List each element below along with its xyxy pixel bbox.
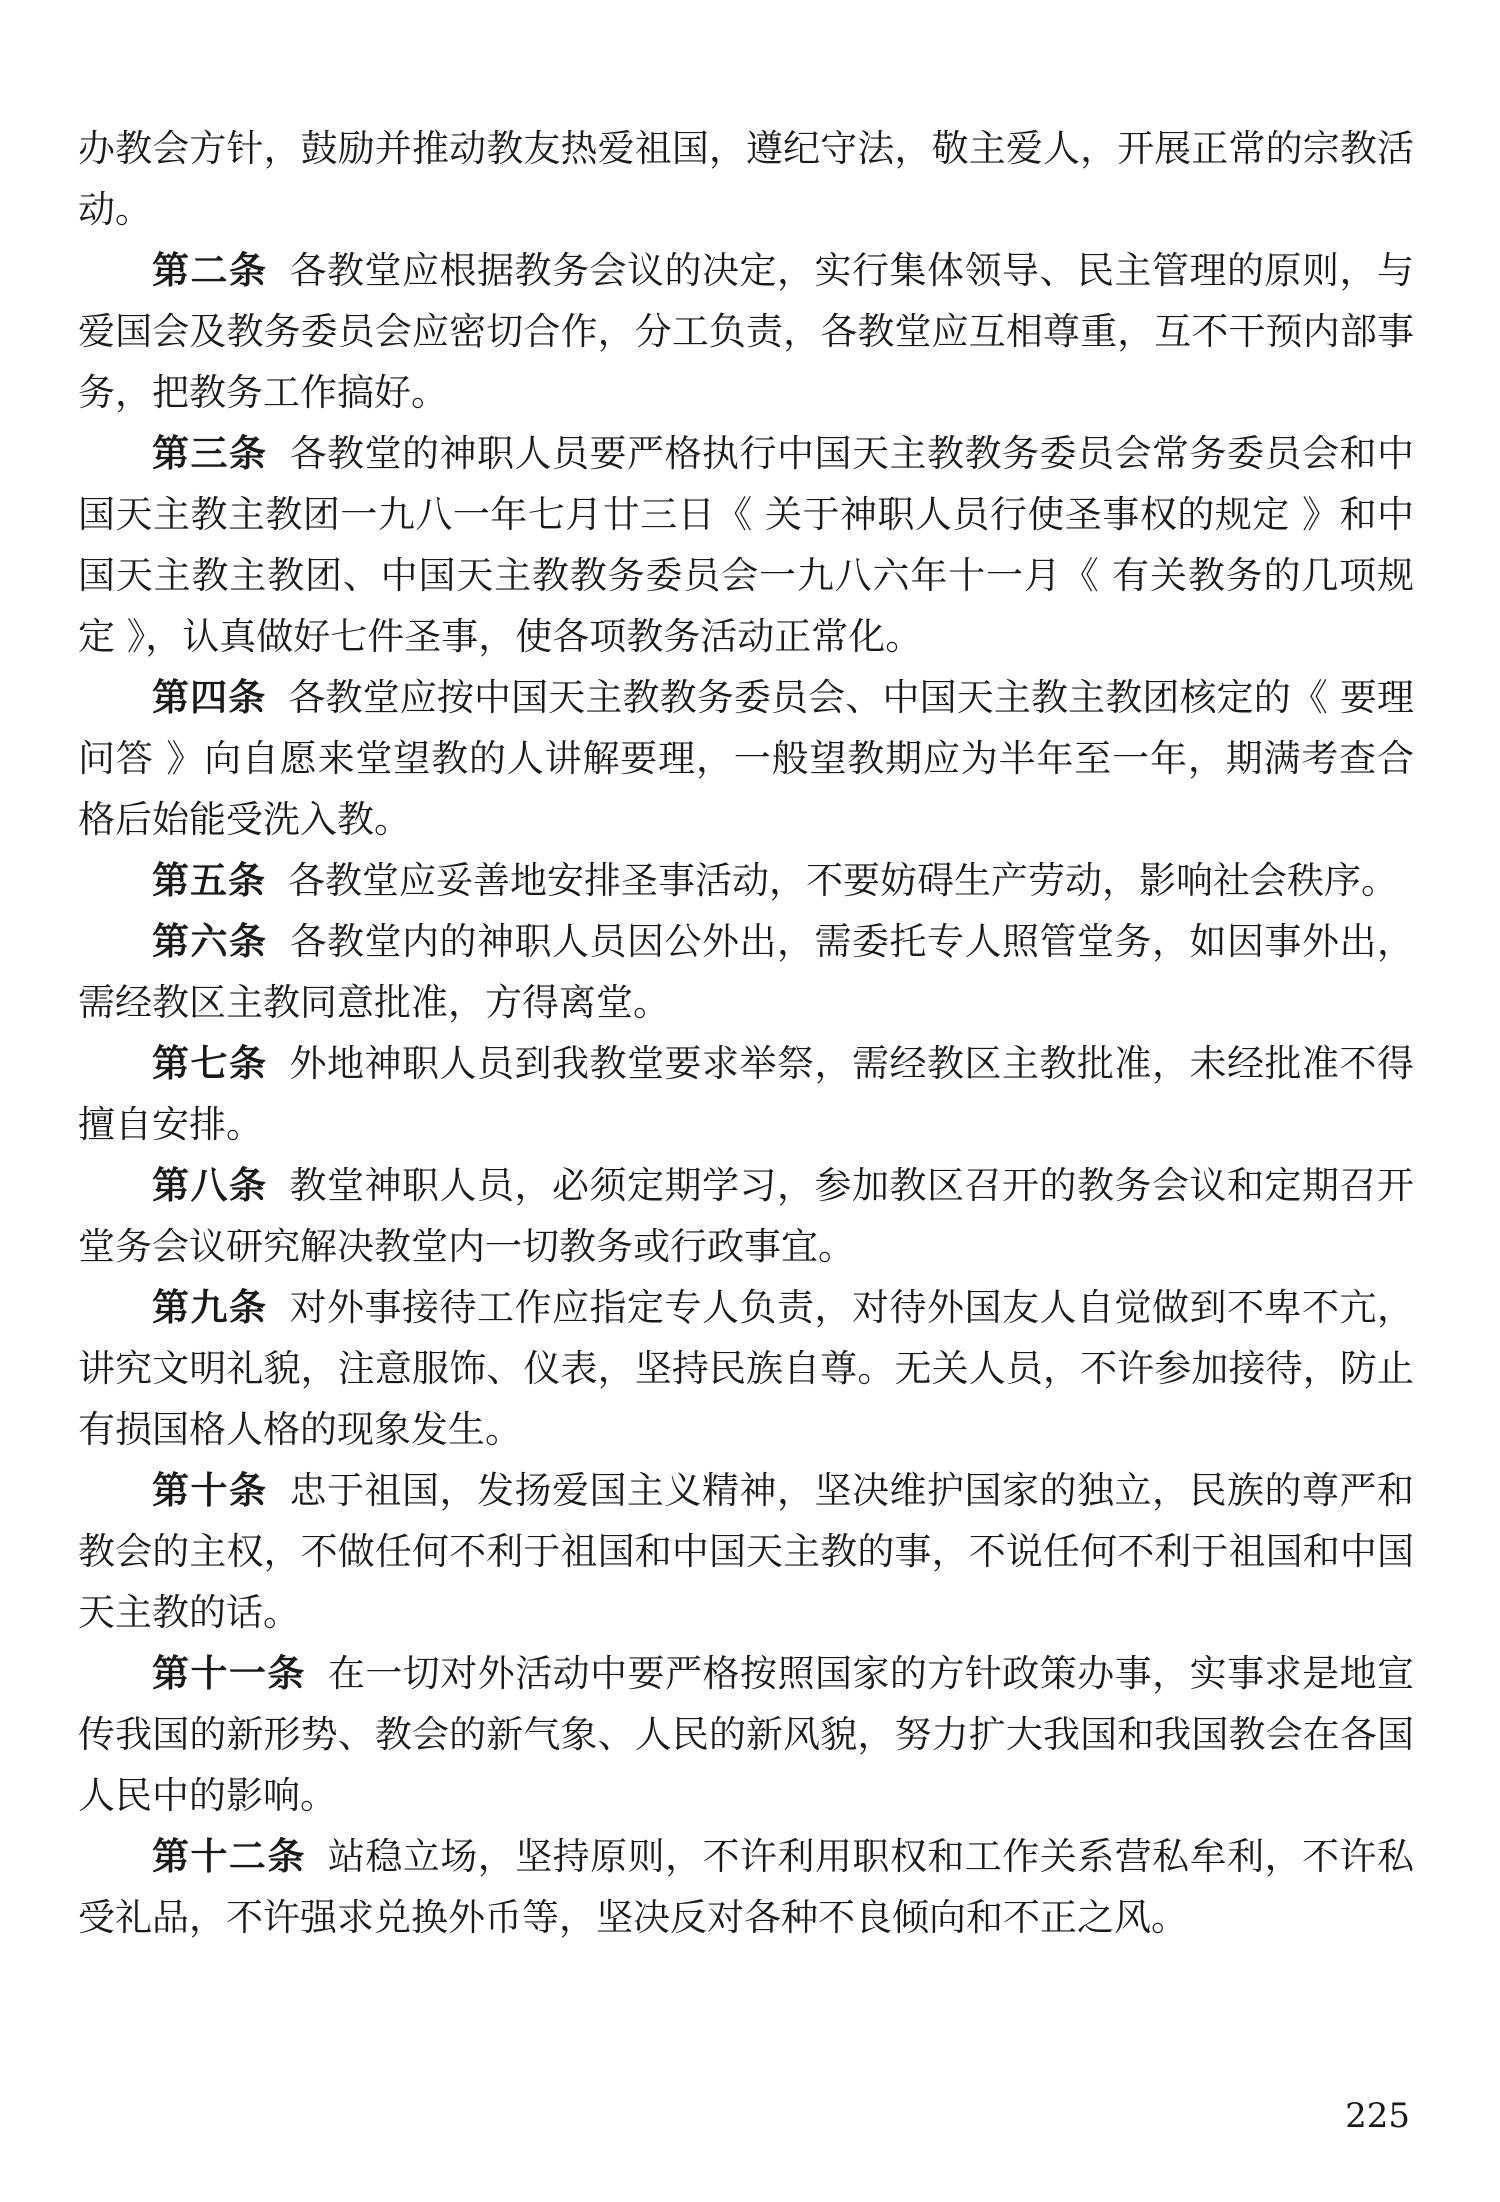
article-9 bbox=[78, 1277, 1414, 1460]
article-label: 第十二条 bbox=[152, 1835, 306, 1878]
article-7 bbox=[78, 1033, 1414, 1155]
article-label: 第六条 bbox=[152, 920, 268, 963]
article-text: 各教堂应按中国天主教教务委员会、中国天主教主教团核定的《 要理问答 》向自愿来堂望教的人讲解要理，一般望教期应为半年至一年，期满考查合格后始能受洗入教。 bbox=[78, 676, 1414, 841]
article-label: 第三条 bbox=[152, 432, 268, 475]
article-text: 忠于祖国，发扬爱国主义精神，坚决维护国家的独立，民族的尊严和教会的主权，不做任何不利于祖国和中国天主教的事，不说任何不利于祖国和中国天主教的话。 bbox=[78, 1469, 1414, 1634]
article-6 bbox=[78, 911, 1414, 1033]
article-label: 第四条 bbox=[152, 676, 267, 719]
article-label: 第十一条 bbox=[152, 1652, 306, 1695]
article-10 bbox=[78, 1460, 1414, 1643]
article-label: 第十条 bbox=[152, 1469, 268, 1512]
article-8 bbox=[78, 1155, 1414, 1277]
article-label: 第五条 bbox=[152, 859, 266, 902]
article-text: 各教堂内的神职人员因公外出，需委托专人照管堂务，如因事外出，需经教区主教同意批准，方得离堂。 bbox=[78, 920, 1414, 1024]
article-label: 第九条 bbox=[152, 1286, 268, 1329]
continuation-paragraph: 办教会方针，鼓励并推动教友热爱祖国，遵纪守法，敬主爱人，开展正常的宗教活动。 bbox=[78, 127, 1414, 231]
article-5 bbox=[78, 850, 1414, 911]
article-3 bbox=[78, 423, 1414, 667]
article-2 bbox=[78, 240, 1414, 423]
article-label: 第八条 bbox=[152, 1164, 268, 1207]
article-text: 站稳立场，坚持原则，不许利用职权和工作关系营私牟利，不许私受礼品，不许强求兑换外币等，坚决反对各种不良倾向和不正之风。 bbox=[78, 1835, 1414, 1939]
article-text: 各教堂应根据教务会议的决定，实行集体领导、民主管理的原则，与爱国会及教务委员会应密切合作，分工负责，各教堂应互相尊重，互不干预内部事务，把教务工作搞好。 bbox=[78, 249, 1414, 414]
article-11 bbox=[78, 1643, 1414, 1826]
document-page bbox=[78, 118, 1414, 1948]
article-label: 第七条 bbox=[152, 1042, 268, 1085]
article-label: 第二条 bbox=[152, 249, 268, 292]
article-text: 各教堂应妥善地安排圣事活动，不要妨碍生产劳动，影响社会秩序。 bbox=[288, 859, 1398, 902]
article-text: 教堂神职人员，必须定期学习，参加教区召开的教务会议和定期召开堂务会议研究解决教堂内一切教务或行政事宜。 bbox=[78, 1164, 1414, 1268]
article-12 bbox=[78, 1826, 1414, 1948]
article-text: 各教堂的神职人员要严格执行中国天主教教务委员会常务委员会和中国天主教主教团一九八一年七月廿三日《 关于神职人员行使圣事权的规定 》和中国天主教主教团、中国天主教教务委员会一九八六年十一月《 有关教务的几项规定 》，认真做好七件圣事，使各项教务活动正常化。 bbox=[78, 432, 1414, 658]
page-number: 225 bbox=[1345, 2096, 1410, 2136]
article-text: 对外事接待工作应指定专人负责，对待外国友人自觉做到不卑不亢，讲究文明礼貌，注意服饰、仪表，坚持民族自尊。无关人员，不许参加接待，防止有损国格人格的现象发生。 bbox=[78, 1286, 1414, 1451]
article-text: 外地神职人员到我教堂要求举祭，需经教区主教批准，未经批准不得擅自安排。 bbox=[78, 1042, 1414, 1146]
article-4 bbox=[78, 667, 1414, 850]
article-text: 在一切对外活动中要严格按照国家的方针政策办事，实事求是地宣传我国的新形势、教会的新气象、人民的新风貌，努力扩大我国和我国教会在各国人民中的影响。 bbox=[78, 1652, 1414, 1817]
